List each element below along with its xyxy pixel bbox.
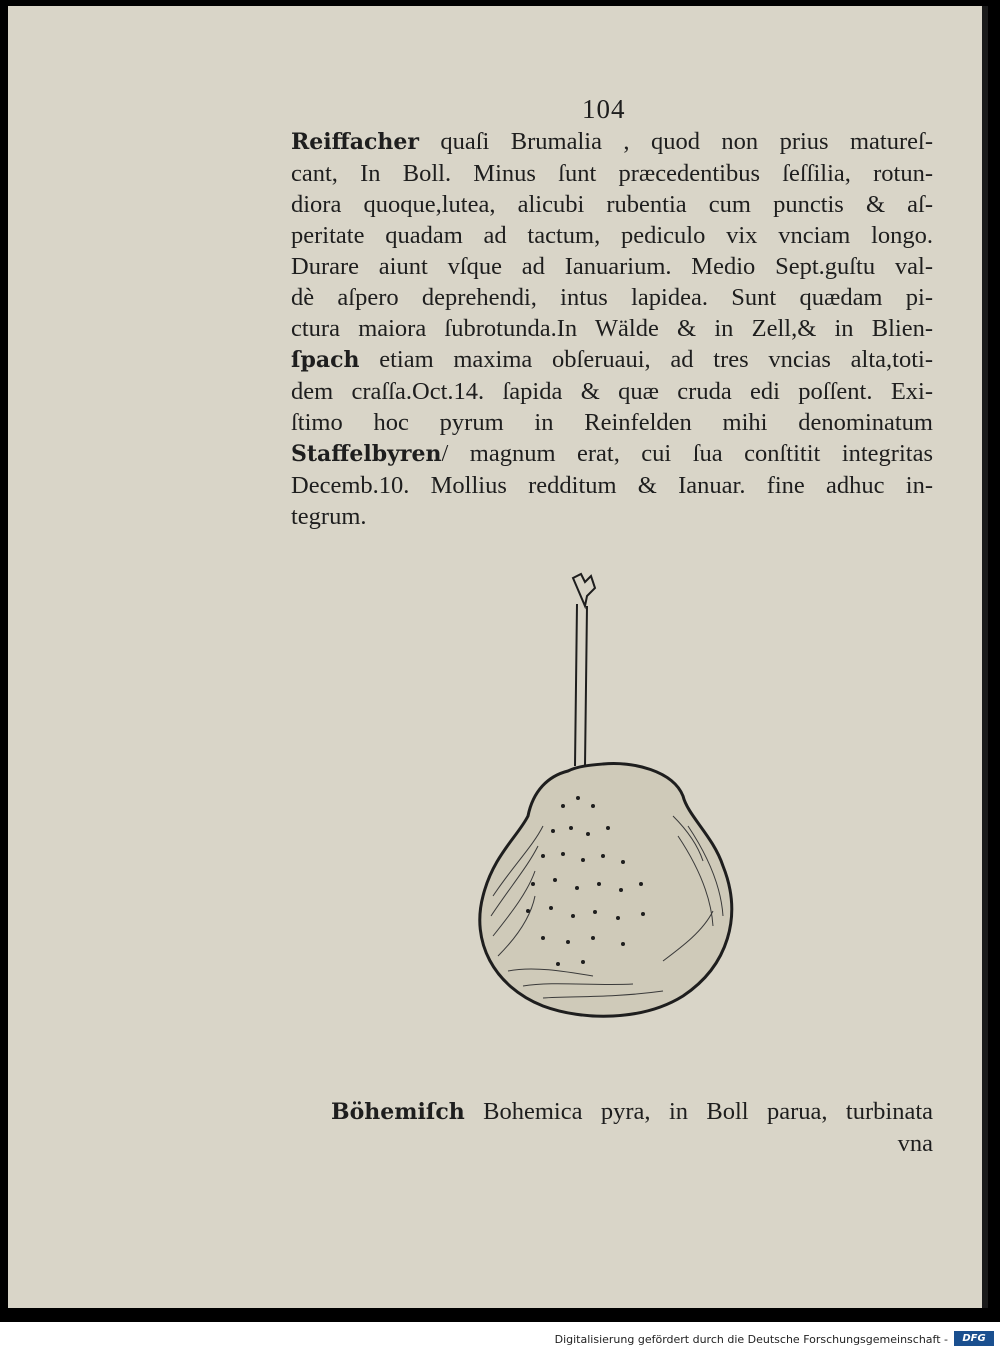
line-text: cant, In Boll. Minus ſunt præcedentibus ſeſſilia, rotun- <box>291 160 933 187</box>
gothic-word: Reiffacher <box>291 129 419 155</box>
body-text <box>291 126 933 532</box>
line-text: / magnum erat, cui ſua conſtitit integritas <box>441 440 933 467</box>
caption <box>331 1096 933 1159</box>
text-line <box>291 158 933 189</box>
book-page <box>8 6 988 1308</box>
text-line <box>291 501 933 532</box>
text-line <box>291 344 933 376</box>
text-line <box>291 220 933 251</box>
text-line <box>291 189 933 220</box>
line-text: diora quoque,lutea, alicubi rubentia cum punctis & aſ- <box>291 191 933 218</box>
dfg-logo: DFG <box>954 1331 994 1346</box>
footer-credit: Digitalisierung gefördert durch die Deutsche Forschungsgemeinschaft - <box>554 1333 948 1346</box>
line-text: ctura maiora ſubrotunda.In Wälde & in Zell,& in Blien- <box>291 315 933 342</box>
text-line <box>291 126 933 158</box>
text-line <box>291 313 933 344</box>
line-text: etiam maxima obſeruaui, ad tres vncias alta,toti- <box>359 346 933 373</box>
line-text: ſtimo hoc pyrum in Reinfelden mihi denominatum <box>291 409 933 436</box>
line-text: dem craſſa.Oct.14. ſapida & quæ cruda edi poſſent. Exi- <box>291 378 933 405</box>
footer-bar <box>0 1322 1000 1353</box>
caption-line <box>331 1096 933 1128</box>
text-line <box>291 438 933 470</box>
page-number: 104 <box>582 94 626 124</box>
text-line <box>291 282 933 313</box>
line-text: quaſi Brumalia , quod non prius matureſ- <box>418 128 933 155</box>
catchword: vna <box>897 1130 933 1157</box>
gothic-word: ſpach <box>291 347 360 373</box>
text-line <box>291 407 933 438</box>
pear-outline <box>480 763 732 1016</box>
gothic-word: Böhemiſch <box>331 1099 465 1125</box>
line-text: tegrum. <box>291 503 367 530</box>
text-line <box>291 251 933 282</box>
line-text: Bohemica pyra, in Boll parua, turbinata <box>464 1098 933 1125</box>
pear-woodcut-illustration <box>473 566 753 1046</box>
text-line <box>291 376 933 407</box>
line-text: peritate quadam ad tactum, pediculo vix vnciam longo. <box>291 222 933 249</box>
gothic-word: Staffelbyren <box>291 441 442 467</box>
line-text: Decemb.10. Mollius redditum & Ianuar. fine adhuc in- <box>291 472 933 499</box>
text-line <box>291 470 933 501</box>
line-text: Durare aiunt vſque ad Ianuarium. Medio Sept.guſtu val- <box>291 253 933 280</box>
pear-stem <box>573 574 595 766</box>
line-text: dè aſpero deprehendi, intus lapidea. Sunt quædam pi- <box>291 284 933 311</box>
